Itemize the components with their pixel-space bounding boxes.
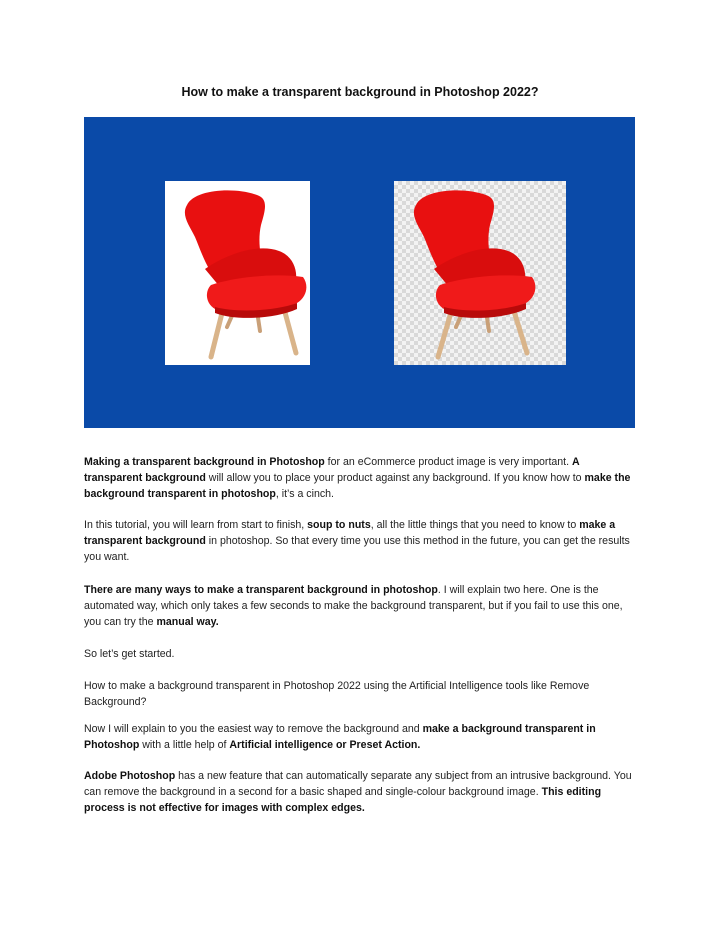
bold-phrase: make the background transparent in photoshop — [84, 472, 631, 500]
text-run: How to make a background transparent in Photoshop 2022 using the Artificial Intelligence tools like Remove Background? — [84, 680, 590, 708]
bold-phrase: make a transparent background — [84, 519, 616, 547]
page-title: How to make a transparent background in Photoshop 2022? — [181, 85, 539, 99]
text-run: , all the little things that you need to know to — [370, 519, 580, 531]
bold-phrase: Adobe Photoshop — [84, 770, 176, 782]
text-run: with a little help of — [139, 739, 230, 751]
text-run: . I will explain two here. One is the automated way, which only takes a few seconds to make the background transparent, but if you fail to use this one, you can try the — [84, 584, 623, 628]
paragraph-adobe-feature — [84, 768, 640, 816]
text-run: has a new feature that can automatically separate any subject from an intrusive background. You can remove the background in a second for a basic shaped and single-colour background image. — [84, 770, 632, 798]
text-run: So let’s get started. — [84, 648, 175, 660]
bold-phrase: This editing process is not effective for images with complex edges. — [84, 786, 602, 814]
bold-phrase: make a background transparent in Photoshop — [84, 723, 596, 751]
red-chair-illustration — [394, 181, 566, 365]
text-run: for an eCommerce product image is very important. — [324, 456, 573, 468]
bold-phrase: soup to nuts — [307, 519, 371, 531]
paragraph-subheading — [84, 678, 640, 710]
paragraph-many-ways — [84, 582, 640, 630]
text-run: In this tutorial, you will learn from start to finish, — [84, 519, 308, 531]
red-chair-illustration — [165, 181, 310, 365]
hero-image — [84, 117, 635, 428]
paragraph-tutorial — [84, 517, 640, 565]
chair-photo-white-background — [165, 181, 310, 365]
text-run: , it’s a cinch. — [275, 488, 334, 500]
bold-phrase: Making a transparent background in Photoshop — [84, 456, 325, 468]
chair-photo-transparent-background — [394, 181, 566, 365]
text-run: in photoshop. So that every time you use this method in the future, you can get the results you want. — [84, 535, 630, 563]
paragraph-intro — [84, 454, 640, 502]
text-run: Now I will explain to you the easiest way to remove the background and — [84, 723, 423, 735]
bold-phrase: There are many ways to make a transparent background in photoshop — [84, 584, 438, 596]
bold-phrase: manual way. — [156, 616, 219, 628]
paragraph-easiest-way — [84, 721, 640, 753]
bold-phrase: A transparent background — [84, 456, 580, 484]
paragraph-get-started — [84, 646, 640, 662]
bold-phrase: Artificial intelligence or Preset Action. — [229, 739, 421, 751]
text-run: will allow you to place your product against any background. If you know how to — [205, 472, 585, 484]
